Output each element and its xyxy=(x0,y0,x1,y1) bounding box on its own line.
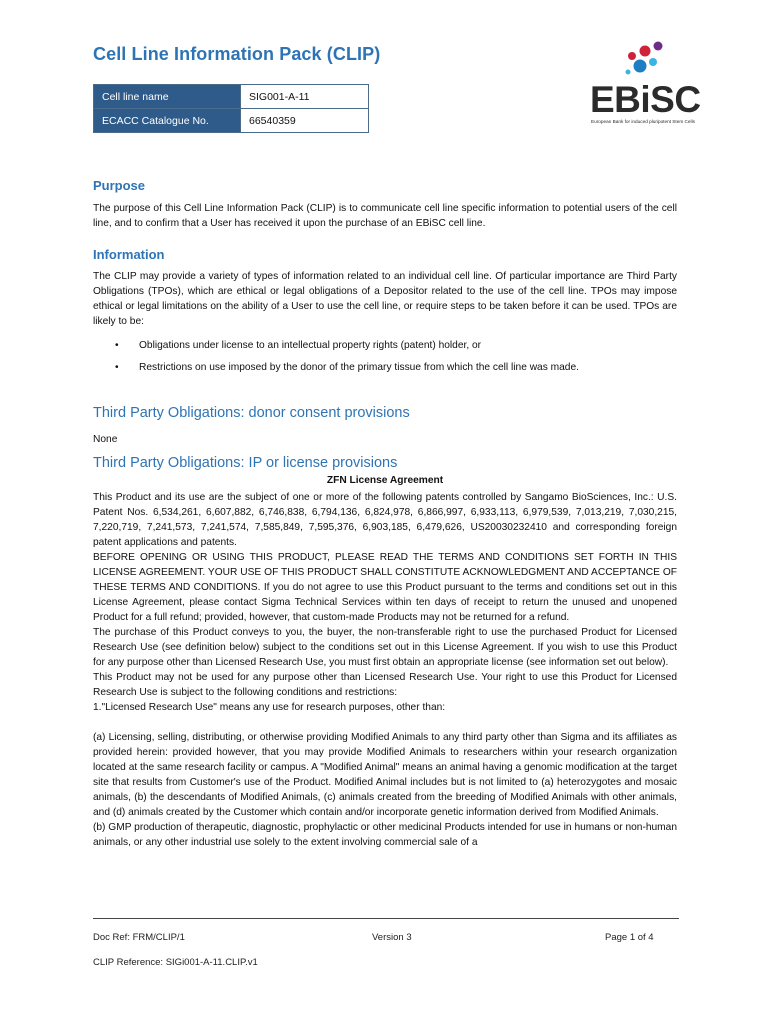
license-paragraph: 1."Licensed Research Use" means any use for research purposes, other than: xyxy=(93,702,446,713)
logo-dot-cyan xyxy=(649,58,657,66)
footer-divider xyxy=(93,918,679,919)
logo-dot-purple xyxy=(654,42,663,51)
logo-dot-red-small xyxy=(628,52,636,60)
catalogue-no-label: ECACC Catalogue No. xyxy=(94,109,241,133)
cell-line-name-value: SIG001-A-11 xyxy=(241,85,369,109)
purpose-text: The purpose of this Cell Line Information Pack (CLIP) is to communicate cell line specific information to potential users of the cell line, and to confirm that a User has received it upon the purchase of an EBiSC cell line. xyxy=(93,203,677,229)
cell-line-name-label: Cell line name xyxy=(94,85,241,109)
information-heading: Information xyxy=(93,247,165,262)
license-paragraph: (b) GMP production of therapeutic, diagnostic, prophylactic or other medicinal Products intended for use in humans or non-human animals, or any other industrial use solely to the extent involving commercial sale of a xyxy=(93,822,677,848)
information-text: The CLIP may provide a variety of types of information related to an individual cell line. Of particular importance are Third Party Obligations (TPOs), which are ethical or legal obligations of a Depositor related to the use of the cell line. TPOs may impose ethical or legal limitations on the ability of a User to use the cell line, or require steps to be taken before it can be used. TPOs are likely to be: xyxy=(93,271,677,327)
logo-tagline: European Bank for induced pluripotent Stem Cells xyxy=(591,119,695,124)
logo-dot-blue xyxy=(634,60,647,73)
license-agreement-body xyxy=(93,490,677,850)
logo-dot-cyan-small xyxy=(626,70,631,75)
tpo-types-list xyxy=(93,338,677,382)
cell-line-id-table xyxy=(93,84,369,133)
footer-clip-reference: CLIP Reference: SIGi001-A-11.CLIP.v1 xyxy=(93,957,258,968)
table-row xyxy=(94,109,369,133)
ip-license-heading: Third Party Obligations: IP or license provisions xyxy=(93,455,398,471)
donor-consent-text: None xyxy=(93,434,118,445)
list-item-text: Obligations under license to an intellectual property rights (patent) holder, or xyxy=(139,340,482,351)
donor-consent-heading: Third Party Obligations: donor consent provisions xyxy=(93,405,410,421)
ebisc-logo xyxy=(588,40,720,128)
license-paragraph: (a) Licensing, selling, distributing, or otherwise providing Modified Animals to any third party other than Sigma and its affiliates as provided herein: provided however, that you may provide Modified Animals to researchers within your research organization located at the same research facility or campus. A "Modified Animal" means an animal having a genomic modification at the target site that results from Customer's use of the Product. Modified Animal includes but is not limited to (a) heterozygotes and mosaic animals, (b) the descendants of Modified Animals, (c) animals created from the breeding of Modified Animals with other animals, and (d) animals created by the Customer which contain and/or incorporate genetic information derived from Modified Animals. xyxy=(93,732,677,818)
zfn-license-heading: ZFN License Agreement xyxy=(326,475,444,486)
license-paragraph: BEFORE OPENING OR USING THIS PRODUCT, PLEASE READ THE TERMS AND CONDITIONS SET FORTH IN THIS LICENSE AGREEMENT. YOUR USE OF THIS PRODUCT SHALL CONSTITUTE ACKNOWLEDGMENT AND ACCEPTANCE OF THESE TERMS AND CONDITIONS. If you do not agree to use this Product pursuant to the terms and conditions set out in this License Agreement, please contact Sigma Technical Services within ten days of receipt to return the unused and unopened Product for a full refund; provided, however, that custom-made Products may not be returned for a refund. xyxy=(93,552,677,623)
bullet-icon: • xyxy=(115,340,119,351)
list-item xyxy=(93,360,677,382)
catalogue-no-value: 66540359 xyxy=(241,109,369,133)
footer-doc-ref: Doc Ref: FRM/CLIP/1 xyxy=(93,932,185,943)
bullet-icon: • xyxy=(115,362,119,373)
table-row xyxy=(94,85,369,109)
footer-page-number: Page 1 of 4 xyxy=(605,932,654,943)
list-item xyxy=(93,338,677,360)
document-title: Cell Line Information Pack (CLIP) xyxy=(93,44,381,64)
logo-dot-red xyxy=(640,46,651,57)
footer-version: Version 3 xyxy=(372,932,412,943)
list-item-text: Restrictions on use imposed by the donor of the primary tissue from which the cell line was made. xyxy=(139,362,579,373)
logo-wordmark: EBiSC xyxy=(590,79,701,120)
license-paragraph: This Product may not be used for any purpose other than Licensed Research Use. Your right to use this Product for Licensed Research Use is subject to the following conditions and restrictions: xyxy=(93,672,677,698)
purpose-heading: Purpose xyxy=(93,178,146,193)
license-paragraph: This Product and its use are the subject of one or more of the following patents controlled by Sangamo BioSciences, Inc.: U.S. Patent Nos. 6,534,261, 6,607,882, 6,746,838, 6,794,136, 6,824,978, 6,866,997, 6,933,113, 6,979,539, 7,013,219, 7,030,215, 7,220,719, 7,241,573, 7,241,574, 7,585,849, 7,595,376, 6,903,185, 6,479,626, US20030232410 and corresponding foreign patent applications and patents. xyxy=(93,492,677,548)
license-paragraph: The purchase of this Product conveys to you, the buyer, the non-transferable right to use the purchased Product for Licensed Research Use (see definition below) subject to the conditions set out in this License Agreement. If you wish to use this Product for any purpose other than Licensed Research Use, you must first obtain an appropriate license (see information set out below). xyxy=(93,627,677,668)
